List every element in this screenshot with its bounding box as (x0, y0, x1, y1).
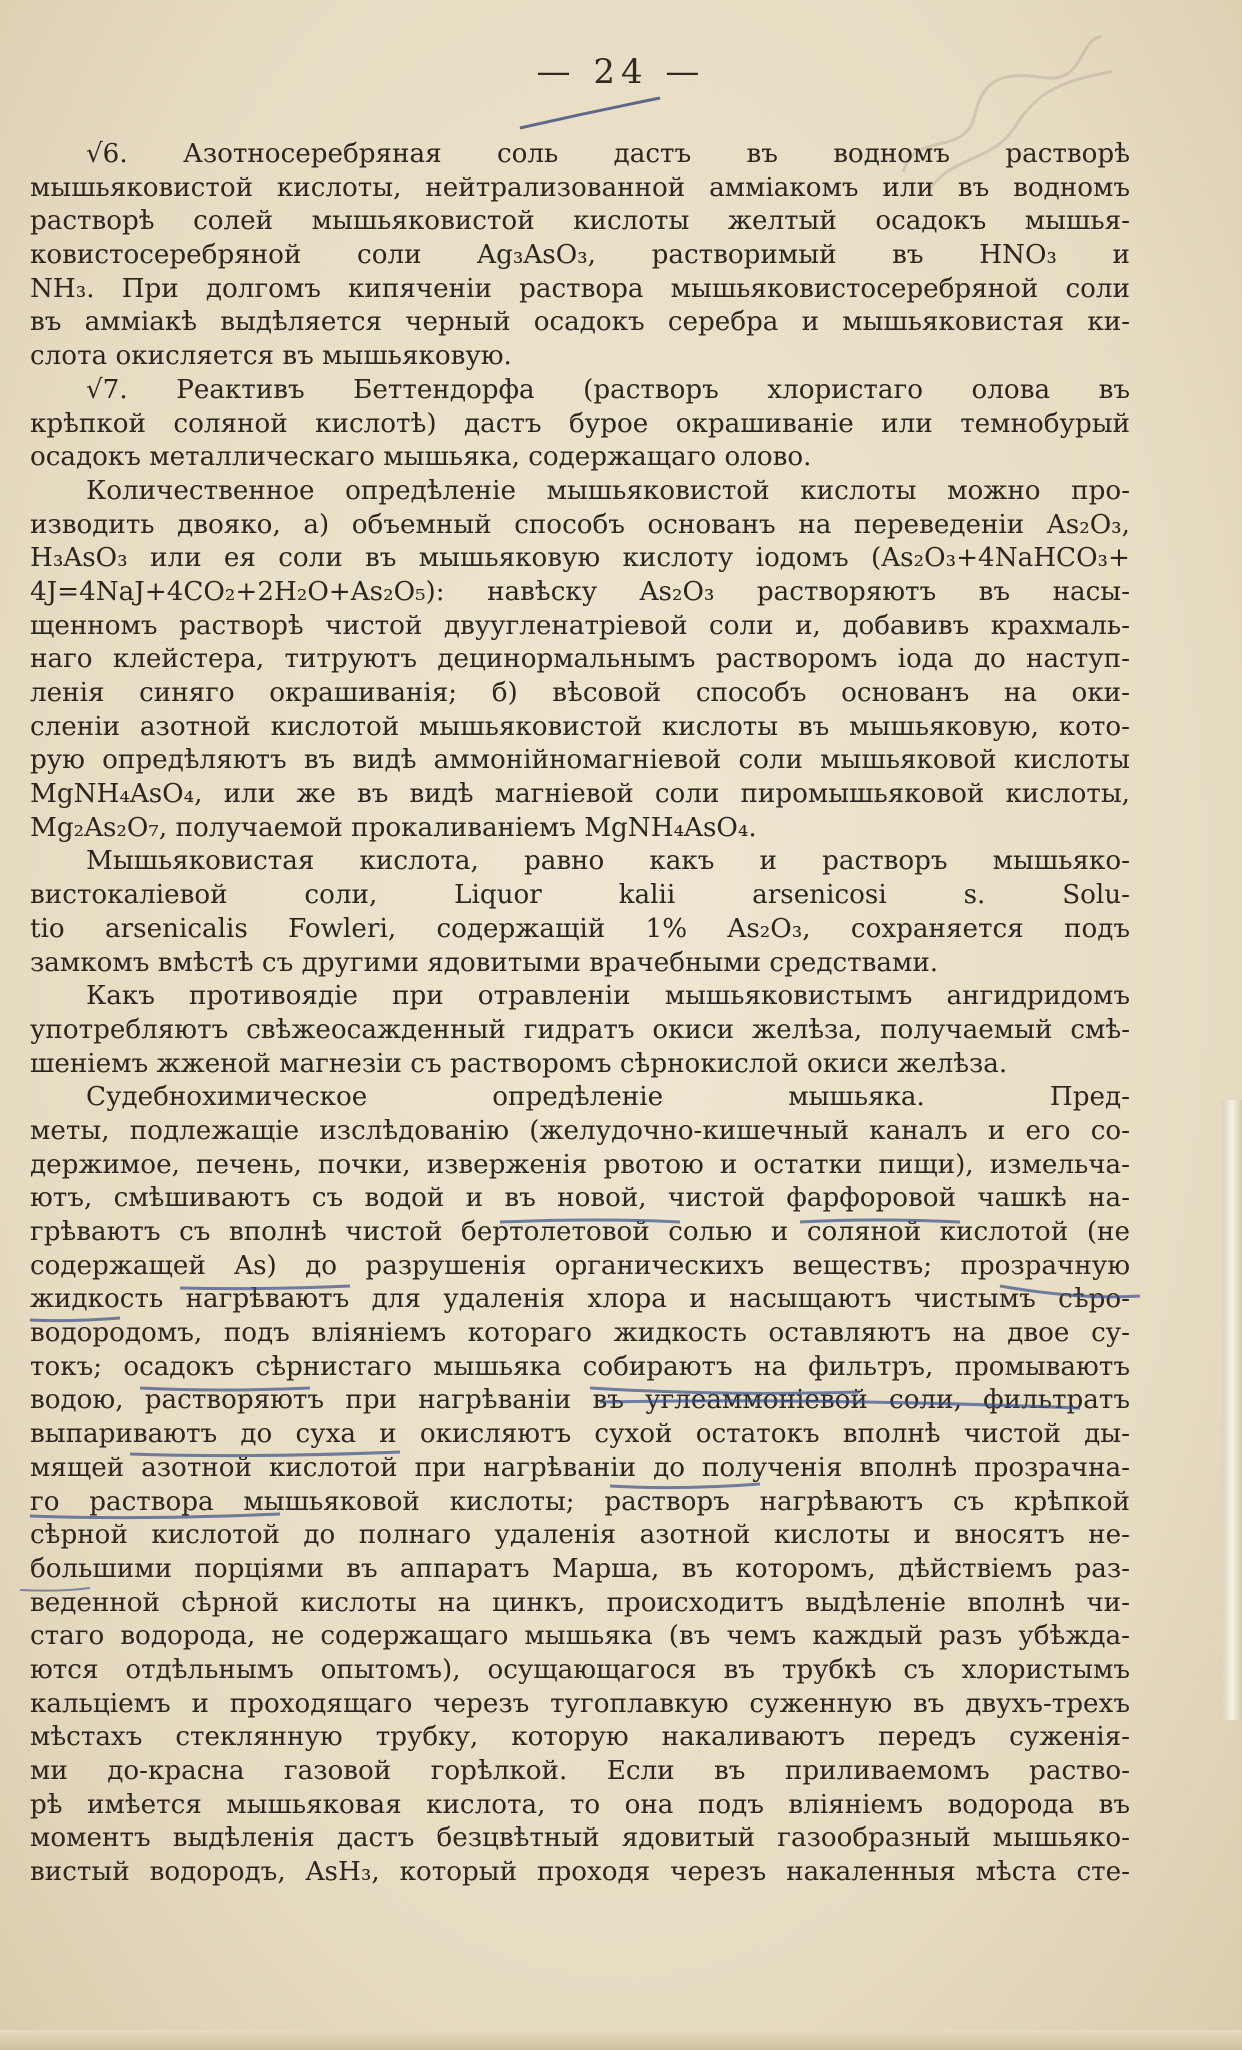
text-line: водородомъ, подъ вліяніемъ котораго жидкость оставляютъ на двое су- (30, 1318, 1130, 1349)
text-line: растворѣ солей мышьяковистой кислоты желтый осадокъ мышья- (30, 206, 1130, 237)
text-line: сленіи азотной кислотой мышьяковистой кислоты въ мышьяковую, кото- (30, 711, 1130, 742)
text-line: токъ; осадокъ сѣрнистаго мышьяка собираютъ на фильтръ, промываютъ (30, 1351, 1130, 1382)
text-line: ми до-красна газовой горѣлкой. Если въ приливаемомъ раство- (30, 1756, 1130, 1786)
text-line: меты, подлежащіе изслѣдованію (желудочно-кишечный каналъ и его со- (30, 1115, 1130, 1146)
text-line: держимое, печень, почки, изверженія рвотою и остатки пищи), измельча- (30, 1149, 1130, 1180)
page-bottom-edge (0, 2030, 1242, 2050)
text-line: слота окисляется въ мышьяковую. (30, 341, 512, 372)
body-text (30, 138, 1130, 1890)
text-line: H₃AsO₃ или ея соли въ мышьяковую кислоту іодомъ (As₂O₃+4NaHCO₃+ (30, 543, 1130, 574)
text-line: замкомъ вмѣстѣ съ другими ядовитыми врачебными средствами. (30, 947, 939, 978)
text-line: крѣпкой соляной кислотѣ) дастъ бурое окрашиваніе или темнобурый (30, 408, 1130, 439)
text-line: Какъ противоядіе при отравленіи мышьяковистымъ ангидридомъ (86, 981, 1130, 1012)
text-line: Mg₂As₂O₇, получаемой прокаливаніемъ MgNH₄AsO₄. (30, 812, 757, 843)
text-line: мѣстахъ стеклянную трубку, которую накаливаютъ передъ суженія- (30, 1722, 1130, 1753)
text-line: изводить двояко, а) объемный способъ основанъ на переведеніи As₂O₃, (30, 509, 1130, 540)
page-number: — 24 — (536, 52, 706, 92)
text-line: водою, растворяютъ при нагрѣваніи въ углеаммоніевой соли, фильтратъ (30, 1385, 1130, 1416)
text-line: мящей азотной кислотой при нагрѣваніи до полученія вполнѣ прозрачна- (30, 1452, 1130, 1483)
text-line: въ амміакѣ выдѣляется черный осадокъ серебра и мышьяковистая ки- (30, 307, 1130, 338)
text-line: Количественное опредѣленіе мышьяковистой кислоты можно про- (86, 475, 1130, 506)
text-line: большими порціями въ аппаратъ Марша, въ которомъ, дѣйствіемъ раз- (30, 1553, 1130, 1584)
text-line: MgNH₄AsO₄, или же въ видѣ магніевой соли пиромышьяковой кислоты, (30, 779, 1130, 810)
text-line: Мышьяковистая кислота, равно какъ и растворъ мышьяко- (86, 846, 1130, 877)
text-line: NH₃. При долгомъ кипяченіи раствора мышьяковистосеребряной соли (30, 273, 1130, 304)
text-line: наго клейстера, титруютъ децинормальнымъ растворомъ іода до наступ- (30, 644, 1130, 675)
text-line: рую опредѣляютъ въ видѣ аммонійномагніевой соли мышьяковой кислоты (30, 745, 1130, 776)
text-line: Судебнохимическое опредѣленіе мышьяка. Пред- (86, 1082, 1130, 1113)
text-line: осадокъ металлическаго мышьяка, содержащаго олово. (30, 442, 812, 473)
text-line: го раствора мышьяковой кислоты; растворъ нагрѣваютъ съ крѣпкой (30, 1486, 1130, 1517)
text-line: вистый водородъ, AsH₃, который проходя черезъ накаленныя мѣста сте- (30, 1857, 1130, 1888)
text-line: грѣваютъ съ вполнѣ чистой бертолетовой солью и соляной кислотой (не (30, 1217, 1130, 1247)
text-line: √6. Азотносеребряная соль дастъ въ водномъ растворѣ (86, 139, 1130, 169)
text-line: шеніемъ жженой магнезіи съ растворомъ сѣрнокислой окиси желѣза. (30, 1048, 1008, 1079)
text-line: ленія синяго окрашиванія; б) вѣсовой способъ основанъ на оки- (30, 678, 1130, 708)
text-line: кальціемъ и проходящаго черезъ тугоплавкую суженную въ двухъ-трехъ (30, 1688, 1130, 1719)
text-line: tio arsenicalis Fowleri, содержащій 1% As₂O₃, сохраняется подъ (30, 913, 1130, 944)
text-line: √7. Реактивъ Беттендорфа (растворъ хлористаго олова въ (86, 374, 1130, 405)
text-line: моментъ выдѣленія дастъ безцвѣтный ядовитый газообразный мышьяко- (30, 1823, 1130, 1854)
text-line: ются отдѣльнымъ опытомъ), осущающагося въ трубкѣ съ хлористымъ (30, 1654, 1130, 1685)
text-line: употребляютъ свѣжеосажденный гидратъ окиси желѣза, получаемый смѣ- (30, 1014, 1130, 1045)
text-line: выпариваютъ до суха и окисляютъ сухой остатокъ вполнѣ чистой ды- (30, 1419, 1130, 1450)
text-line: ковистосеребряной соли Ag₃AsO₃, растворимый въ HNO₃ и (30, 240, 1130, 271)
text-line: мышьяковистой кислоты, нейтрализованной амміакомъ или въ водномъ (30, 172, 1130, 203)
text-line: жидкость нагрѣваютъ для удаленія хлора и насыщаютъ чистымъ сѣро- (30, 1284, 1130, 1315)
text-line: рѣ имѣется мышьяковая кислота, то она подъ вліяніемъ водорода въ (30, 1789, 1130, 1820)
text-line: вистокаліевой соли, Liquor kalii arsenicosi s. Solu- (30, 880, 1130, 911)
text-line: щенномъ растворѣ чистой двуугленатріевой соли и, добавивъ крахмаль- (30, 610, 1130, 641)
text-line: 4J=4NaJ+4CO₂+2H₂O+As₂O₅): навѣску As₂O₃ растворяютъ въ насы- (30, 576, 1130, 607)
text-line: сѣрной кислотой до полнаго удаленія азотной кислоты и вносятъ не- (30, 1520, 1130, 1551)
text-line: стаго водорода, не содержащаго мышьяка (въ чемъ каждый разъ убѣжда- (30, 1621, 1130, 1652)
page-edge (1222, 1100, 1242, 1720)
text-line: ютъ, смѣшиваютъ съ водой и въ новой, чистой фарфоровой чашкѣ на- (30, 1183, 1130, 1214)
text-line: веденной сѣрной кислоты на цинкъ, происходитъ выдѣленіе вполнѣ чи- (30, 1587, 1130, 1618)
text-line: содержащей As) до разрушенія органическихъ веществъ; прозрачную (30, 1250, 1130, 1281)
